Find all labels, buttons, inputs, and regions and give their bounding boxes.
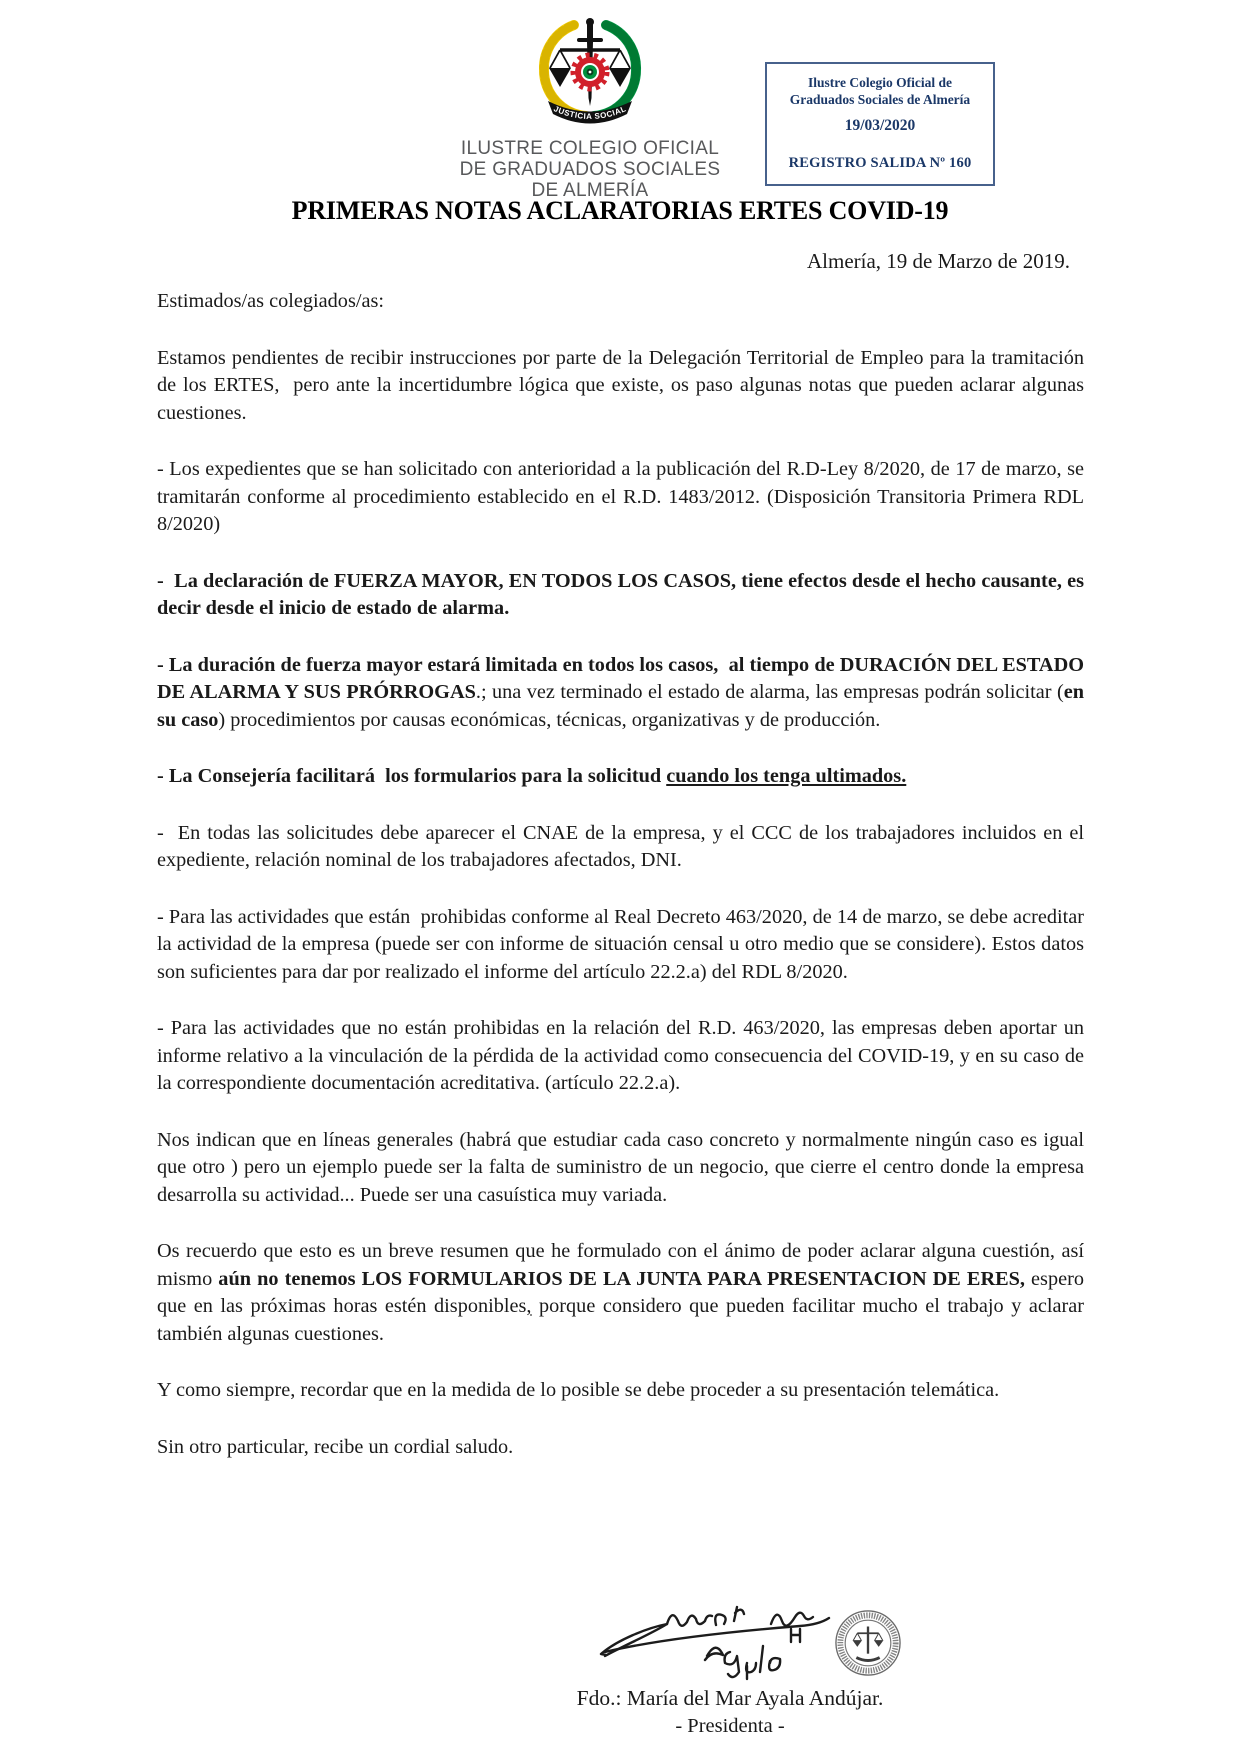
paragraph-segment: Sin otro particular, recibe un cordial saludo. — [157, 1435, 514, 1458]
stamp-registry-number: REGISTRO SALIDA Nº 160 — [788, 155, 972, 171]
paragraph-segment: - Los expedientes que se han solicitado con anterioridad a la publicación del R.D-Ley 8/2020, de 17 de marzo, se tramitarán conforme al procedimiento establecido en el R.D. 1483/2012. (Disposición Transitoria Primera RDL 8/2020) — [157, 458, 1090, 535]
letter-paragraph — [157, 1377, 1084, 1405]
paragraph-segment: porque considero que pueden facilitar mucho el trabajo y aclarar también algunas cuestiones. — [157, 1295, 1090, 1345]
paragraph-segment: , — [526, 1295, 532, 1317]
stamp-org-line2: Graduados Sociales de Almería — [789, 92, 971, 107]
letter-paragraph — [157, 1434, 1084, 1462]
college-name-caption — [390, 138, 790, 201]
paragraph-segment: Nos indican que en líneas generales (habrá que estudiar cada caso concreto y normalmente ningún caso es igual que otro ) pero un ejemplo puede ser la falta de suministro de un negocio, que cierre el centro donde la empresa desarrolla su actividad... Puede ser una casuística muy variada. — [157, 1128, 1090, 1206]
caption-line-1: ILUSTRE COLEGIO OFICIAL — [460, 138, 720, 159]
paragraph-segment: .; una vez terminado el estado de alarma, las empresas podrán solicitar ( — [475, 681, 1064, 703]
letter-paragraph — [157, 763, 1084, 791]
document-title: PRIMERAS NOTAS ACLARATORIAS ERTES COVID-19 — [291, 196, 949, 225]
gear-icon — [573, 55, 607, 89]
caption-line-2: DE GRADUADOS SOCIALES — [459, 159, 721, 180]
salutation: Estimados/as colegiados/as: — [157, 290, 384, 312]
paragraph-segment: Os recuerdo que esto es un breve resumen que he formulado con el ánimo de poder aclarar alguna cuestión, así mismo — [157, 1240, 1090, 1290]
paragraph-segment: - Para las actividades que están prohibidas conforme al Real Decreto 463/2020, de 14 de marzo, se debe acreditar la actividad de la empresa (puede ser con informe de situación censal u otro medio que se considere). Estos datos son suficientes para dar por realizado el informe del artículo 22.2.a) del RDL 8/2020. — [157, 905, 1090, 983]
letter-paragraph — [157, 1015, 1090, 1098]
paragraph-segment: espero que en las próximas horas estén disponibles — [157, 1267, 1090, 1317]
letter-paragraph — [157, 1238, 1090, 1348]
stamp-date: 19/03/2020 — [844, 117, 916, 134]
paragraph-segment: ) procedimientos por causas económicas, técnicas, organizativas y de producción. — [218, 708, 881, 731]
paragraph-segment: - Para las actividades que no están prohibidas en la relación del R.D. 463/2020, las empresas deben aportar un informe relativo a la vinculación de la pérdida de la actividad como consecuencia del COVID-19, y en su caso de la correspondiente documentación acreditativa. (artículo 22.2.a). — [157, 1017, 1090, 1094]
college-seal-stamp — [834, 1609, 902, 1677]
paragraphs-container — [157, 345, 1090, 1462]
college-emblem-logo — [528, 12, 652, 132]
letter-paragraph — [157, 820, 1090, 875]
caption-line-3: DE ALMERÍA — [531, 180, 649, 201]
handwritten-signature — [595, 1596, 860, 1684]
letter-paragraph — [157, 568, 1090, 623]
letter-paragraph — [157, 345, 1090, 428]
letter-paragraph — [157, 1127, 1090, 1210]
paragraph-segment: - La declaración de FUERZA MAYOR, EN TODOS LOS CASOS, tiene efectos desde el hecho causante, es decir desde el inicio de estado de alarma. — [157, 569, 1090, 619]
letter-paragraph — [157, 904, 1090, 987]
seal-scales-icon — [852, 1626, 883, 1660]
dateline: Almería, 19 de Marzo de 2019. — [806, 249, 1070, 273]
registry-stamp-box — [765, 62, 995, 186]
paragraph-segment: Estamos pendientes de recibir instrucciones por parte de la Delegación Territorial de Empleo para la tramitación de los ERTES, pero ante la incertidumbre lógica que existe, os paso algunas notas que pueden aclarar algunas cuestiones. — [157, 346, 1090, 424]
banner-text: JUSTICIA SOCIAL — [552, 104, 628, 122]
paragraph-segment: cuando los tenga ultimados. — [666, 765, 907, 787]
signer-role: - Presidenta - — [675, 1715, 785, 1737]
paragraph-segment: en su caso — [157, 681, 1090, 731]
paragraph-segment: Y como siempre, recordar que en la medida de lo posible se debe proceder a su presentación telemática. — [157, 1379, 1000, 1401]
letter-paragraph — [157, 652, 1090, 735]
signer-name: Fdo.: María del Mar Ayala Andújar. — [576, 1686, 884, 1710]
paragraph-segment: - La Consejería facilitará los formularios para la solicitud — [157, 765, 667, 787]
letter-paragraph — [157, 456, 1090, 539]
paragraph-segment: aún no tenemos LOS FORMULARIOS DE LA JUNTA PARA PRESENTACION DE ERES, — [218, 1267, 1025, 1290]
stamp-org-line1: Ilustre Colegio Oficial de — [807, 75, 953, 90]
letter-body — [157, 288, 1090, 1490]
paragraph-segment: - En todas las solicitudes debe aparecer el CNAE de la empresa, y el CCC de los trabajadores incluidos en el expediente, relación nominal de los trabajadores afectados, DNI. — [157, 821, 1090, 871]
stamp-org-name — [767, 74, 993, 108]
paragraph-segment: - La duración de fuerza mayor estará limitada en todos los casos, al tiempo de DURACIÓN DEL ESTADO DE ALARMA Y SUS PRÓRROGAS — [157, 653, 1090, 703]
